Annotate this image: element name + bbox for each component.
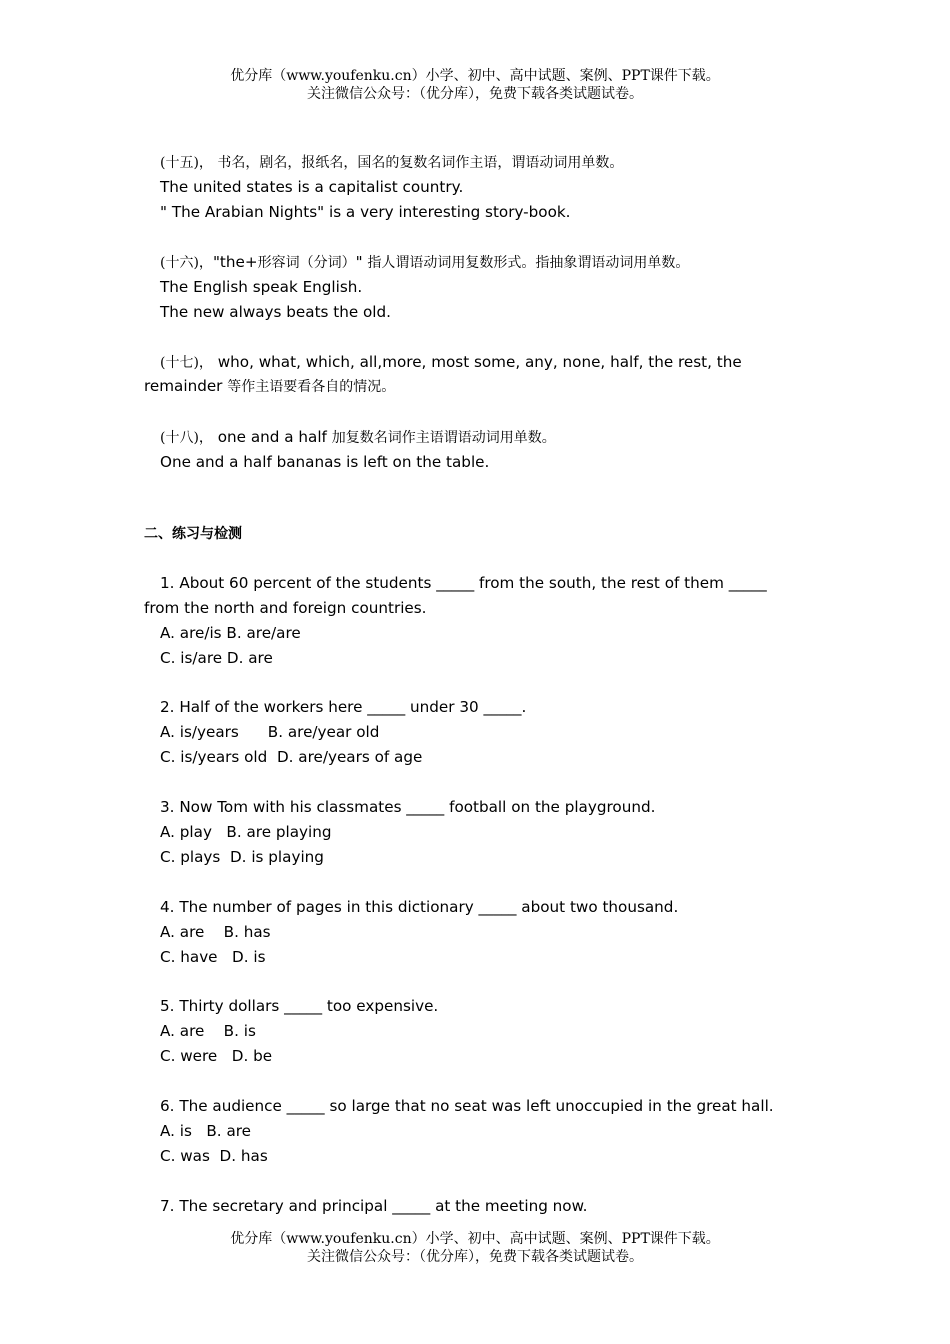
- rule-16-label: (十六)，: [160, 255, 213, 271]
- rule-17-text-en: who, what, which, all,more, most some, any, none, half, the rest, the: [212, 353, 742, 371]
- question-5-stem: 5. Thirty dollars _____ too expensive.: [160, 997, 439, 1015]
- question-4-options-cd: C. have D. is: [160, 948, 266, 966]
- question-4-options-ab: A. are B. has: [160, 923, 271, 941]
- question-1-options-cd: C. is/are D. are: [160, 649, 273, 667]
- rule-16: [160, 252, 689, 273]
- rule-16-text-cn-2: 指人谓语动词用复数形式。指抽象谓语动词用单数。: [367, 255, 690, 271]
- rule-18-label: (十八)，: [160, 430, 213, 446]
- question-3-options-ab: A. play B. are playing: [160, 823, 332, 841]
- rule-16-text-cn: 形容词（分词）: [257, 255, 356, 271]
- rule-17-cont: [144, 376, 395, 397]
- question-3-options-cd: C. plays D. is playing: [160, 848, 324, 866]
- header-line-1: 优分库（www.youfenku.cn）小学、初中、高中试题、案例、PPT课件下载。: [230, 68, 720, 84]
- question-4-stem: 4. The number of pages in this dictionary _____ about two thousand.: [160, 898, 679, 916]
- question-3-stem: 3. Now Tom with his classmates _____ football on the playground.: [160, 798, 656, 816]
- rule-18-text-cn: 加复数名词作主语谓语动词用单数。: [331, 430, 556, 446]
- rule-15-label: (十五)，: [160, 155, 213, 171]
- rule-17: [160, 352, 742, 373]
- question-2-options-cd: C. is/years old D. are/years of age: [160, 748, 423, 766]
- section-title: 二、练习与检测: [144, 526, 242, 542]
- rule-15: [160, 152, 623, 173]
- rule-18-text-en: one and a half: [212, 428, 332, 446]
- question-5-options-ab: A. are B. is: [160, 1022, 256, 1040]
- rule-16-text-en-2: ": [355, 253, 368, 271]
- rule-16-example-2: The new always beats the old.: [160, 303, 391, 321]
- question-2-stem: 2. Half of the workers here _____ under 30 _____.: [160, 698, 527, 716]
- header-line-2: 关注微信公众号：（优分库），免费下载各类试题试卷。: [307, 86, 643, 102]
- footer-line-1: 优分库（www.youfenku.cn）小学、初中、高中试题、案例、PPT课件下载。: [230, 1231, 720, 1247]
- question-5-options-cd: C. were D. be: [160, 1047, 273, 1065]
- rule-15-example-2: " The Arabian Nights" is a very interesting story-book.: [160, 203, 571, 221]
- rule-15-example-1: The united states is a capitalist country.: [160, 178, 464, 196]
- question-7-stem: 7. The secretary and principal _____ at the meeting now.: [160, 1197, 588, 1215]
- page-header: [0, 67, 950, 103]
- question-1-stem-cont: from the north and foreign countries.: [144, 599, 427, 617]
- footer-line-2: 关注微信公众号：（优分库），免费下载各类试题试卷。: [307, 1249, 643, 1265]
- rule-17-label: (十七)，: [160, 355, 213, 371]
- page-footer: [0, 1230, 950, 1266]
- question-1-stem: 1. About 60 percent of the students _____ from the south, the rest of them _____: [160, 574, 767, 592]
- question-1-options-ab: A. are/is B. are/are: [160, 624, 301, 642]
- question-2-options-ab: A. is/years B. are/year old: [160, 723, 380, 741]
- rule-18: [160, 427, 556, 448]
- question-6-options-ab: A. is B. are: [160, 1122, 252, 1140]
- question-6-options-cd: C. was D. has: [160, 1147, 268, 1165]
- rule-16-text-en: "the+: [212, 253, 258, 271]
- rule-16-example-1: The English speak English.: [160, 278, 363, 296]
- rule-15-text: 书名，剧名，报纸名，国名的复数名词作主语，谓语动词用单数。: [212, 155, 624, 171]
- rule-17-line2-en: remainder: [144, 377, 228, 395]
- rule-18-example-1: One and a half bananas is left on the table.: [160, 453, 490, 471]
- rule-17-line2-cn: 等作主语要看各自的情况。: [227, 379, 396, 395]
- question-6-stem: 6. The audience _____ so large that no seat was left unoccupied in the great hall.: [160, 1097, 774, 1115]
